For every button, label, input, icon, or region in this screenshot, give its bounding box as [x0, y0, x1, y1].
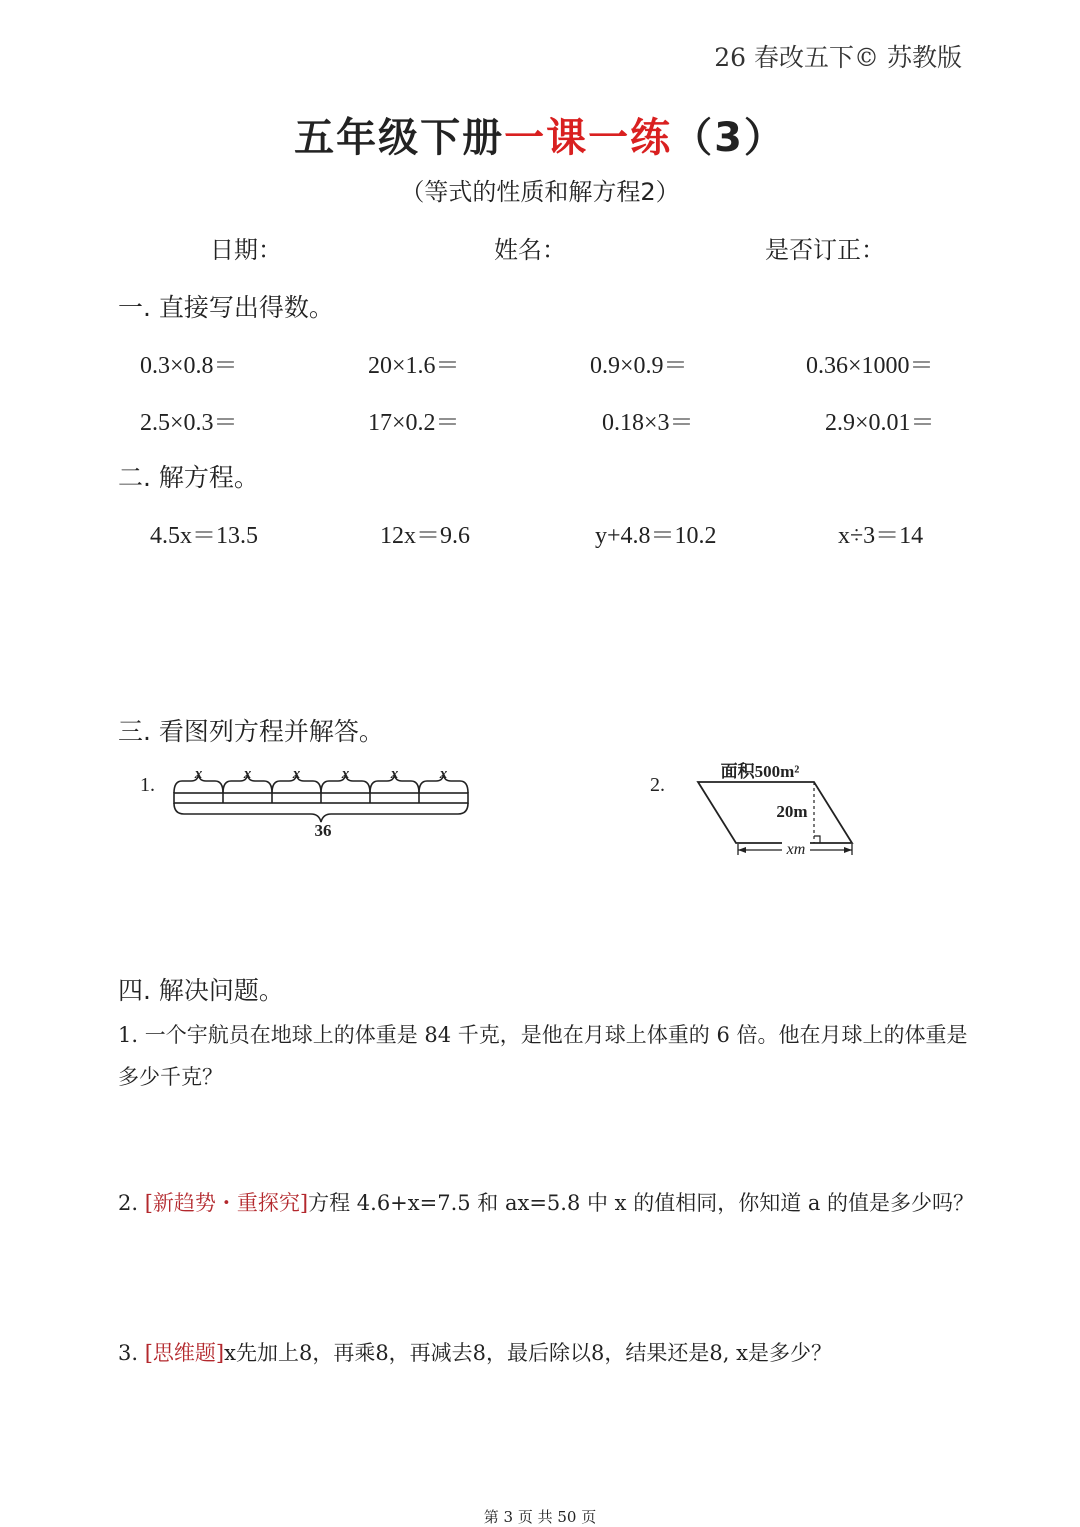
- calc-item: 2.9×0.01＝: [825, 410, 935, 436]
- equation: 12x＝9.6: [380, 523, 470, 549]
- calc-item: 0.9×0.9＝: [590, 353, 688, 379]
- problem-2: [118, 1182, 974, 1224]
- calc-item: 20×1.6＝: [368, 353, 460, 379]
- calc-item: 0.36×1000＝: [806, 353, 934, 379]
- bar-label-x: x: [292, 766, 301, 782]
- problem-2-number: 2.: [118, 1191, 145, 1215]
- calc-item: 17×0.2＝: [368, 410, 460, 436]
- title-suffix: （3）: [672, 115, 786, 161]
- problem-3-tag: [思维题]: [144, 1341, 225, 1365]
- problem-3: [118, 1332, 832, 1374]
- title-prefix: 五年级下册: [294, 115, 505, 161]
- bar-diagram: [168, 762, 478, 844]
- problem-3-number: 3.: [118, 1341, 145, 1365]
- equation: y+4.8＝10.2: [595, 523, 717, 549]
- parallelogram-diagram: [690, 756, 870, 862]
- bar-label-x: x: [341, 766, 350, 782]
- page-title: [0, 106, 1080, 163]
- section4-title: 四. 解决问题。: [118, 976, 284, 1005]
- page-subtitle: （等式的性质和解方程2）: [400, 178, 680, 206]
- calc-item: 0.3×0.8＝: [140, 353, 238, 379]
- problem-3-text: x先加上8，再乘8，再减去8，最后除以8，结果还是8, x是多少？: [224, 1341, 832, 1365]
- corrected-label: 是否订正：: [765, 236, 885, 264]
- height-label: 20m: [776, 802, 808, 821]
- bar-label-x: x: [194, 766, 203, 782]
- edition-tag: 26 春改五下© 苏教版: [714, 43, 962, 72]
- bar-label-x: x: [243, 766, 252, 782]
- bar-label-x: x: [390, 766, 399, 782]
- equation: 4.5x＝13.5: [150, 523, 258, 549]
- title-highlight: 一课一练: [504, 115, 673, 161]
- problem-2-text: 方程 4.6+x=7.5 和 ax=5.8 中 x 的值相同，你知道 a 的值是多少吗？: [308, 1191, 975, 1215]
- date-label: 日期：: [210, 236, 282, 264]
- section2-title: 二. 解方程。: [118, 463, 259, 492]
- calc-item: 2.5×0.3＝: [140, 410, 238, 436]
- calc-item: 0.18×3＝: [602, 410, 694, 436]
- section1-title: 一. 直接写出得数。: [118, 293, 334, 322]
- base-label: xm: [786, 841, 806, 858]
- figure2-number: 2.: [650, 774, 665, 796]
- bar-total-label: 36: [314, 821, 332, 840]
- bar-label-x: x: [439, 766, 448, 782]
- name-label: 姓名：: [494, 236, 566, 264]
- section3-title: 三. 看图列方程并解答。: [118, 717, 384, 746]
- page-footer: 第 3 页 共 50 页: [483, 1508, 597, 1526]
- problem-1: 1. 一个宇航员在地球上的体重是 84 千克，是他在月球上体重的 6 倍。他在月球上的体重是多少千克？: [118, 1023, 968, 1089]
- figure1-number: 1.: [140, 774, 155, 796]
- equation: x÷3＝14: [838, 523, 924, 549]
- problem-2-tag: [新趋势・重探究]: [144, 1191, 309, 1215]
- area-label: 面积500m²: [720, 762, 800, 781]
